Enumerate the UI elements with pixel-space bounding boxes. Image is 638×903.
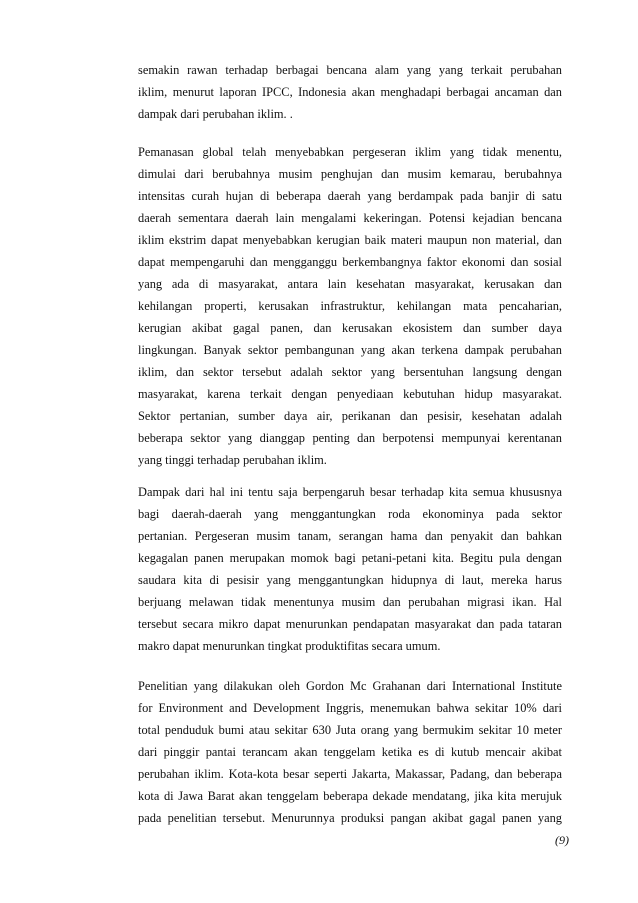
text-line: iklim, menurut laporan IPCC, Indonesia akan menghadapi berbagai ancaman dan xyxy=(138,85,562,99)
text-line: beberapa sektor yang dianggap penting dan berpotensi mempunyai kerentanan xyxy=(138,431,562,445)
text-line: dapat mempengaruhi dan mengganggu berkembangnya faktor ekonomi dan sosial xyxy=(138,255,562,269)
text-line: iklim ekstrim dapat menyebabkan kerugian baik materi maupun non material, dan xyxy=(138,233,562,247)
text-line: kehilangan properti, kerusakan infrastruktur, kehilangan mata pencaharian, xyxy=(138,299,562,313)
text-line: yang tinggi terhadap perubahan iklim. xyxy=(138,453,327,467)
text-line: intensitas curah hujan di beberapa daerah yang berdampak pada banjir di satu xyxy=(138,189,562,203)
text-line: tersebut secara mikro dapat menurunkan pendapatan masyarakat dan pada tataran xyxy=(138,617,562,631)
paragraph-1 xyxy=(138,59,562,125)
page-number: (9) xyxy=(555,833,569,847)
paragraph-2 xyxy=(138,141,562,471)
paragraph-3 xyxy=(138,481,562,657)
text-line: kegagalan panen merupakan momok bagi petani-petani kita. Begitu pula dengan xyxy=(138,551,562,565)
text-line: dampak dari perubahan iklim. . xyxy=(138,107,293,121)
text-line: Pemanasan global telah menyebabkan pergeseran iklim yang tidak menentu, xyxy=(138,145,562,159)
text-line: Dampak dari hal ini tentu saja berpengaruh besar terhadap kita semua khususnya xyxy=(138,485,562,499)
text-line: makro dapat menurunkan tingkat produktifitas secara umum. xyxy=(138,639,441,653)
paragraph-4 xyxy=(138,675,562,829)
text-line: dari pinggir pantai terancam akan tenggelam ketika es di kutub mencair akibat xyxy=(138,745,562,759)
text-line: saudara kita di pesisir yang menggantungkan hidupnya di laut, mereka harus xyxy=(138,573,562,587)
text-line: yang ada di masyarakat, antara lain kesehatan masyarakat, kerusakan dan xyxy=(138,277,562,291)
text-line: semakin rawan terhadap berbagai bencana alam yang yang terkait perubahan xyxy=(138,63,562,77)
text-line: daerah sementara daerah lain mengalami kekeringan. Potensi kejadian bencana xyxy=(138,211,562,225)
text-line: Sektor pertanian, sumber daya air, perikanan dan pesisir, kesehatan adalah xyxy=(138,409,562,423)
text-line: pada penelitian tersebut. Menurunnya produksi pangan akibat gagal panen yang xyxy=(138,811,562,825)
text-line: dimulai dari berubahnya musim penghujan dan musim kemarau, berubahnya xyxy=(138,167,562,181)
text-line: kota di Jawa Barat akan tenggelam beberapa dekade mendatang, jika kita merujuk xyxy=(138,789,562,803)
text-line: perubahan iklim. Kota-kota besar seperti Jakarta, Makassar, Padang, dan beberapa xyxy=(138,767,562,781)
text-line: iklim, dan sektor tersebut adalah sektor yang bersentuhan langsung dengan xyxy=(138,365,562,379)
text-line: masyarakat, karena terkait dengan penyediaan kebutuhan hidup masyarakat. xyxy=(138,387,562,401)
text-line: berjuang melawan tidak menentunya musim dan perubahan migrasi ikan. Hal xyxy=(138,595,562,609)
text-line: Penelitian yang dilakukan oleh Gordon Mc Grahanan dari International Institute xyxy=(138,679,562,693)
text-line: bagi daerah-daerah yang menggantungkan roda ekonominya pada sektor xyxy=(138,507,562,521)
text-line: for Environment and Development Inggris, menemukan bahwa sekitar 10% dari xyxy=(138,701,562,715)
text-line: pertanian. Pergeseran musim tanam, serangan hama dan penyakit dan bahkan xyxy=(138,529,562,543)
text-line: kerugian akibat gagal panen, dan kerusakan ekosistem dan sumber daya xyxy=(138,321,562,335)
text-line: total penduduk bumi atau sekitar 630 Juta orang yang bermukim sekitar 10 meter xyxy=(138,723,562,737)
text-line: lingkungan. Banyak sektor pembangunan yang akan terkena dampak perubahan xyxy=(138,343,562,357)
